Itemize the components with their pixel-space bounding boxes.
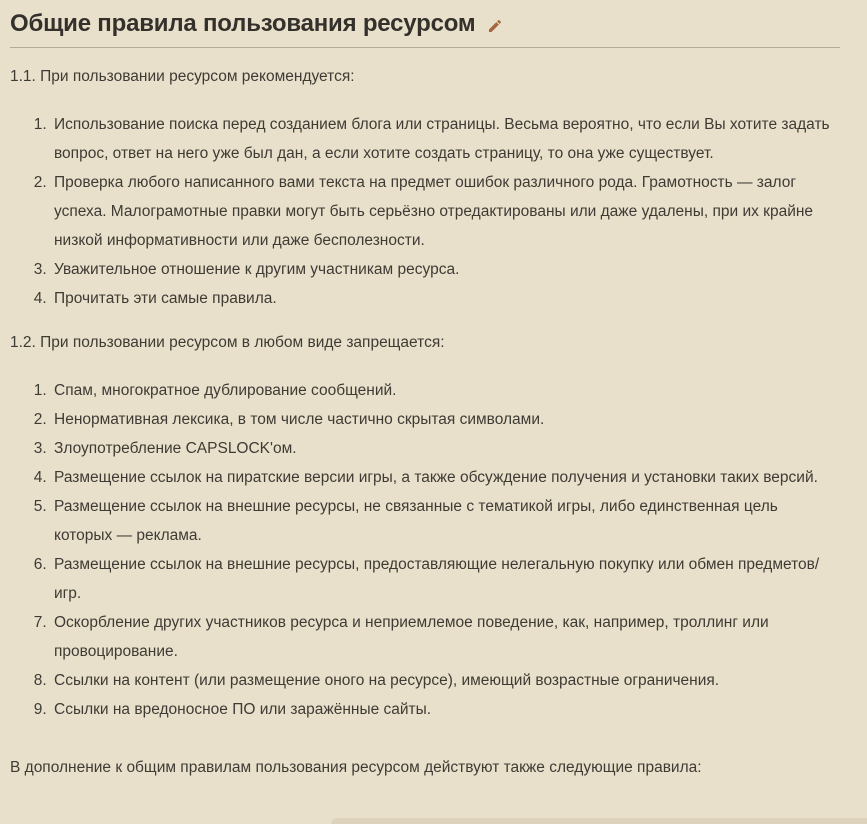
cutoff-table-edge bbox=[331, 818, 867, 824]
pencil-icon[interactable] bbox=[487, 18, 503, 34]
list-item: 1. Спам, многократное дублирование сообщений. bbox=[51, 376, 840, 405]
list-item: 1. Использование поиска перед созданием блога или страницы. Весьма вероятно, что если Вы хотите задать вопрос, ответ на него уже был дан, а если хотите создать страницу, то она уже существует. bbox=[51, 110, 840, 168]
list-item: 6. Размещение ссылок на внешние ресурсы, предоставляющие нелегальную покупку или обмен предметов/игр. bbox=[51, 550, 840, 608]
list-item: 2. Ненормативная лексика, в том числе частично скрытая символами. bbox=[51, 405, 840, 434]
page-title: Общие правила пользования ресурсом bbox=[10, 10, 476, 37]
section-1-1-intro: 1.1. При пользовании ресурсом рекомендуется: bbox=[10, 68, 355, 85]
list-item: 7. Оскорбление других участников ресурса и неприемлемое поведение, как, например, троллинг или провоцирование. bbox=[51, 608, 840, 666]
recommendations-list bbox=[10, 110, 840, 313]
list-item: 4. Размещение ссылок на пиратские версии игры, а также обсуждение получения и установки таких версий. bbox=[51, 463, 840, 492]
list-item: 3. Злоупотребление CAPSLOCK'ом. bbox=[51, 434, 840, 463]
page-title-row bbox=[10, 10, 840, 38]
section-1-2-intro: 1.2. При пользовании ресурсом в любом виде запрещается: bbox=[10, 334, 445, 351]
list-item: 5. Размещение ссылок на внешние ресурсы, не связанные с тематикой игры, либо единственная цель которых — реклама. bbox=[51, 492, 840, 550]
list-item: 2. Проверка любого написанного вами текста на предмет ошибок различного рода. Грамотность — залог успеха. Малограмотные правки могут быть серьёзно отредактированы или даже удалены, при их крайне низкой информативности или даже бесполезности. bbox=[51, 168, 840, 255]
prohibitions-list bbox=[10, 376, 840, 724]
list-item: 8. Ссылки на контент (или размещение оного на ресурсе), имеющий возрастные ограничения. bbox=[51, 666, 840, 695]
list-item: 4. Прочитать эти самые правила. bbox=[51, 284, 840, 313]
title-divider bbox=[10, 47, 840, 48]
additional-rules-note: В дополнение к общим правилам пользования ресурсом действуют также следующие правила: bbox=[10, 759, 702, 776]
list-item: 3. Уважительное отношение к другим участникам ресурса. bbox=[51, 255, 840, 284]
list-item: 9. Ссылки на вредоносное ПО или заражённые сайты. bbox=[51, 695, 840, 724]
